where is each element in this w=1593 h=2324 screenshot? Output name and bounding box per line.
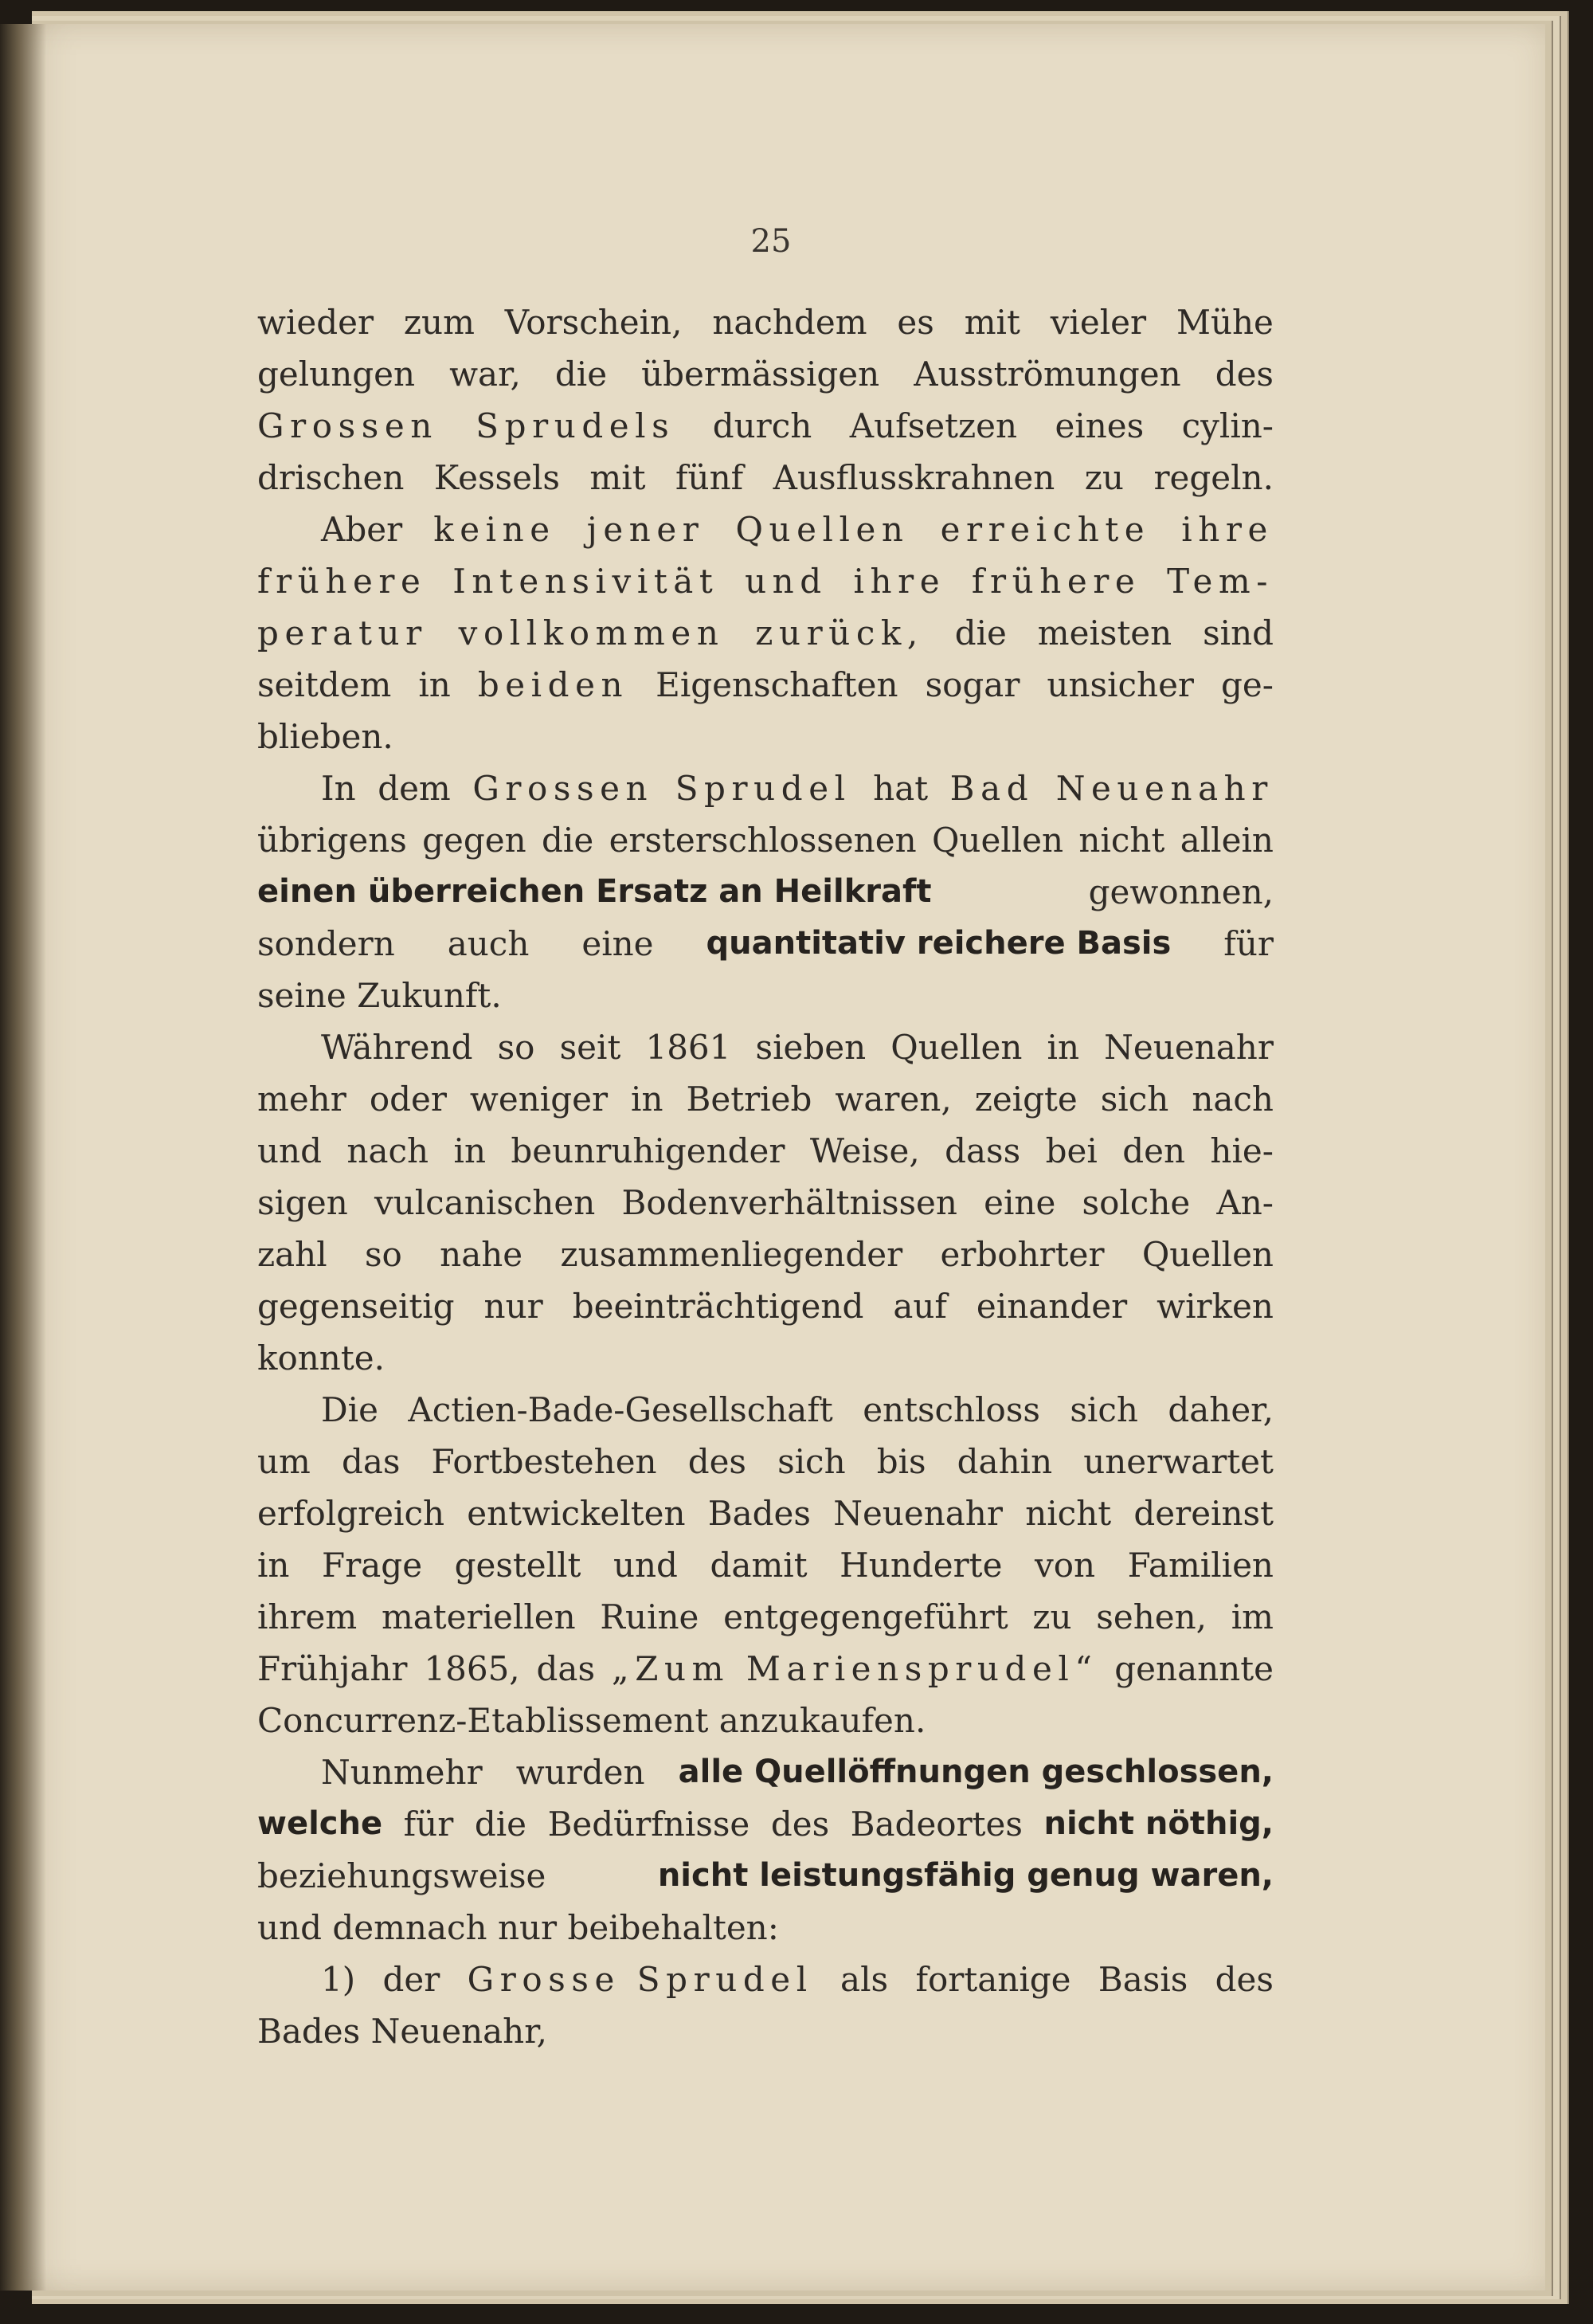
word: materiellen: [381, 1597, 576, 1636]
word: sondern: [257, 924, 395, 963]
word: Familien: [1127, 1546, 1274, 1585]
text-line: [257, 762, 1274, 814]
word: erfolgreich: [257, 1494, 445, 1533]
word: des: [770, 1805, 830, 1844]
word: die: [954, 613, 1007, 653]
text-line: [257, 814, 1274, 866]
word: mit: [589, 458, 646, 497]
spaced-word: jener: [586, 510, 705, 549]
word: Bades: [707, 1494, 811, 1533]
spaced-word: zurück,: [755, 613, 924, 653]
bold-phrase: alle Quellöffnungen geschlossen,: [678, 1754, 1274, 1790]
word: An-: [1216, 1183, 1274, 1222]
word: seitdem: [257, 665, 392, 704]
word: ihrem: [257, 1597, 358, 1636]
spaced-word: Grosse Sprudel: [467, 1960, 813, 1999]
spaced-word: Sprudel: [675, 769, 851, 808]
word: für: [403, 1805, 454, 1844]
word: Frage: [322, 1546, 423, 1585]
word: nach: [1192, 1080, 1274, 1119]
word: 1865,: [424, 1649, 520, 1688]
word: Frühjahr: [257, 1649, 408, 1688]
word: mehr: [257, 1080, 346, 1119]
text-line: [257, 1280, 1274, 1332]
word: des: [687, 1442, 746, 1481]
word: um: [257, 1442, 311, 1481]
word: Quellen: [890, 1028, 1023, 1067]
spaced-word: beiden: [477, 665, 629, 704]
word: nicht: [1078, 821, 1165, 860]
spaced-word: frühere: [971, 562, 1141, 601]
word: sich: [777, 1442, 846, 1481]
word: ge-: [1221, 665, 1274, 704]
word: nach: [346, 1131, 429, 1170]
word: daher,: [1168, 1390, 1274, 1429]
word: in: [1047, 1028, 1080, 1067]
word: Neuenahr,: [370, 2012, 548, 2051]
word: Neuenahr: [1104, 1028, 1274, 1067]
word: und: [257, 1131, 322, 1170]
word: drischen: [257, 458, 405, 497]
text-line: [257, 1332, 1274, 1384]
spaced-word: keine: [433, 510, 556, 549]
word: 1861: [645, 1028, 731, 1067]
text-line: [257, 452, 1274, 504]
word: Nunmehr: [321, 1753, 483, 1792]
word: gewonnen,: [1088, 872, 1274, 911]
word: nicht: [1025, 1494, 1112, 1533]
word: nahe: [440, 1235, 523, 1274]
text-line: [257, 1643, 1274, 1695]
word: nur: [483, 1287, 543, 1326]
text-line: [257, 1695, 1274, 1746]
word: Bades: [257, 2012, 361, 2051]
word: bis: [876, 1442, 926, 1481]
word: die: [554, 355, 608, 394]
word: 1): [321, 1960, 356, 1999]
word: Die: [321, 1390, 378, 1429]
word: das: [536, 1649, 596, 1688]
text-line: [257, 1798, 1274, 1850]
word: einander: [976, 1287, 1128, 1326]
text-line: [257, 1125, 1274, 1177]
word: Weise,: [809, 1131, 920, 1170]
bold-phrase: nicht nöthig,: [1043, 1805, 1274, 1842]
word: gegen: [422, 821, 526, 860]
word: Ausströmungen: [914, 355, 1181, 394]
word: eine: [581, 924, 654, 963]
bold-phrase: nicht leistungsfähig genug waren,: [657, 1857, 1274, 1894]
word: Bodenverhältnissen: [621, 1183, 957, 1222]
spaced-word: Quellen: [735, 510, 910, 549]
text-line: [257, 1954, 1274, 2005]
word: eines: [1055, 406, 1145, 445]
text-line: [257, 918, 1274, 970]
text-line: [257, 555, 1274, 607]
word: durch: [712, 406, 812, 445]
word: Neuenahr: [833, 1494, 1003, 1533]
word: dem: [378, 769, 451, 808]
word: Mühe: [1176, 303, 1274, 342]
word: zahl: [257, 1235, 327, 1274]
word: sehen,: [1096, 1597, 1207, 1636]
text-line: [257, 1177, 1274, 1229]
word: Ausflusskrahnen: [773, 458, 1055, 497]
word: hat: [873, 769, 929, 808]
word: war,: [449, 355, 521, 394]
word: der: [382, 1960, 440, 1999]
word: Fortbestehen: [431, 1442, 657, 1481]
word: ersterschlossenen: [609, 821, 917, 860]
spaced-word: erreichte: [940, 510, 1151, 549]
word: Quellen: [931, 821, 1064, 860]
text-line: [257, 400, 1274, 452]
text-line: [257, 659, 1274, 711]
word: entschloss: [863, 1390, 1040, 1429]
text-line: [257, 1850, 1274, 1902]
text-line: [257, 1384, 1274, 1436]
word: Kessels: [433, 458, 560, 497]
word: sieben: [755, 1028, 867, 1067]
spaced-word: ihre: [1181, 510, 1274, 549]
word: seine: [257, 976, 346, 1015]
text-line: [257, 1436, 1274, 1487]
text-line: [257, 1539, 1274, 1591]
text-line: [257, 1591, 1274, 1643]
word: hie-: [1210, 1131, 1274, 1170]
word: Basis: [1098, 1960, 1188, 1999]
word: den: [1122, 1131, 1185, 1170]
text-line: [257, 1902, 1274, 1954]
word: Hunderte: [840, 1546, 1003, 1585]
word: Concurrenz-Etablissement: [257, 1701, 709, 1740]
word: beunruhigender: [511, 1131, 785, 1170]
word: Quellen: [1141, 1235, 1274, 1274]
word: die: [542, 821, 594, 860]
word: Während: [321, 1028, 473, 1067]
word: sich: [1100, 1080, 1169, 1119]
text-line: [257, 970, 1274, 1021]
page-number: 25: [750, 223, 792, 260]
spaced-word: Neuenahr: [1055, 769, 1274, 808]
spaced-word: vollkommen: [458, 613, 725, 653]
word: wieder: [257, 303, 374, 342]
word: mit: [964, 303, 1020, 342]
word: vulcanischen: [374, 1183, 596, 1222]
word: des: [1215, 1960, 1274, 1999]
word: zum: [403, 303, 475, 342]
word: Badeortes: [850, 1805, 1023, 1844]
word: allein: [1180, 821, 1274, 860]
word: nachdem: [712, 303, 867, 342]
word: erbohrter: [940, 1235, 1105, 1274]
word: auch: [447, 924, 530, 963]
word: dereinst: [1133, 1494, 1274, 1533]
word: genannte: [1114, 1649, 1274, 1688]
word: gelungen: [257, 355, 416, 394]
word: regeln.: [1153, 458, 1274, 497]
bold-phrase: welche: [257, 1805, 383, 1842]
word: übrigens: [257, 821, 407, 860]
word: in: [418, 665, 451, 704]
word: sigen: [257, 1183, 348, 1222]
text-line: [257, 2005, 1274, 2057]
word: unsicher: [1047, 665, 1195, 704]
word: dass: [945, 1131, 1021, 1170]
text-line: [257, 1746, 1274, 1798]
word: Bedürfnisse: [547, 1805, 750, 1844]
word: dahin: [957, 1442, 1053, 1481]
word: des: [1215, 355, 1274, 394]
word: die: [474, 1805, 527, 1844]
word: in: [257, 1546, 290, 1585]
word: das: [341, 1442, 401, 1481]
word: In: [321, 769, 356, 808]
word: wirken: [1157, 1287, 1274, 1326]
text-line: [257, 607, 1274, 659]
word: unerwartet: [1083, 1442, 1274, 1481]
spaced-word: und: [745, 562, 828, 601]
spaced-word: peratur: [257, 613, 428, 653]
text-line: [257, 866, 1274, 918]
word: fünf: [675, 458, 744, 497]
word: für: [1223, 924, 1274, 963]
word: gestellt: [454, 1546, 581, 1585]
text-line: [257, 296, 1274, 348]
word: nur: [497, 1908, 558, 1947]
text-line: [257, 1073, 1274, 1125]
word: und: [613, 1546, 678, 1585]
word: auf: [893, 1287, 947, 1326]
word: oder: [369, 1080, 447, 1119]
word: damit: [710, 1546, 808, 1585]
spaced-word: Grossen: [257, 406, 438, 445]
word: konnte.: [257, 1338, 385, 1378]
spaced-word: Grossen: [472, 769, 654, 808]
word: weniger: [469, 1080, 609, 1119]
word: zeigte: [974, 1080, 1078, 1119]
word: zusammenliegender: [560, 1235, 903, 1274]
word: solche: [1082, 1183, 1191, 1222]
word: blieben.: [257, 717, 393, 756]
word: Zukunft.: [357, 976, 502, 1015]
spaced-word: Intensivität: [452, 562, 719, 601]
word: zu: [1032, 1597, 1072, 1636]
word: Betrieb: [686, 1080, 812, 1119]
word: von: [1034, 1546, 1096, 1585]
word: und: [257, 1908, 322, 1947]
word: Actien-Bade-Gesellschaft: [408, 1390, 833, 1429]
word: eine: [984, 1183, 1056, 1222]
word: seit: [559, 1028, 621, 1067]
text-line: [257, 1021, 1274, 1073]
word: entwickelten: [467, 1494, 686, 1533]
word: übermässigen: [641, 355, 880, 394]
word: im: [1231, 1597, 1274, 1636]
word: vieler: [1050, 303, 1147, 342]
word: gegenseitig: [257, 1287, 455, 1326]
word: bei: [1045, 1131, 1098, 1170]
word: cylin-: [1181, 406, 1274, 445]
word: wurden: [515, 1753, 645, 1792]
spaced-word: Bad: [949, 769, 1035, 808]
word: beibehalten:: [567, 1908, 779, 1947]
word: Aufsetzen: [849, 406, 1018, 445]
text-line: [257, 504, 1274, 555]
word: anzukaufen.: [718, 1701, 926, 1740]
text-line: [257, 1487, 1274, 1539]
word: waren,: [835, 1080, 952, 1119]
book-gutter: [0, 24, 46, 2291]
word: so: [364, 1235, 402, 1274]
spaced-word: Tem-: [1167, 562, 1274, 601]
word: in: [453, 1131, 486, 1170]
spaced-word: Sprudels: [476, 406, 675, 445]
word: demnach: [332, 1908, 487, 1947]
word: sind: [1203, 613, 1274, 653]
word: meisten: [1037, 613, 1172, 653]
word: beziehungsweise: [257, 1856, 546, 1895]
word: Eigenschaften: [656, 665, 898, 704]
word: als: [840, 1960, 889, 1999]
text-line: [257, 1229, 1274, 1280]
word: sich: [1070, 1390, 1138, 1429]
body-text: [257, 296, 1274, 2057]
word: beeinträchtigend: [572, 1287, 864, 1326]
word: Vorschein,: [504, 303, 683, 342]
word: entgegengeführt: [723, 1597, 1008, 1636]
spaced-word: ihre: [853, 562, 946, 601]
text-line: [257, 348, 1274, 400]
word: Ruine: [600, 1597, 699, 1636]
word: zu: [1084, 458, 1124, 497]
text-line: [257, 711, 1274, 762]
word: es: [897, 303, 934, 342]
bold-phrase: einen überreichen Ersatz an Heilkraft: [257, 873, 932, 910]
word: sogar: [925, 665, 1020, 704]
spaced-word: frühere: [257, 562, 427, 601]
word: so: [497, 1028, 535, 1067]
bold-phrase: quantitativ reichere Basis: [706, 925, 1172, 962]
word: fortanige: [915, 1960, 1071, 1999]
word: Aber: [321, 510, 403, 549]
word: in: [631, 1080, 663, 1119]
spaced-word: „Zum Mariensprudel“: [611, 1649, 1098, 1688]
